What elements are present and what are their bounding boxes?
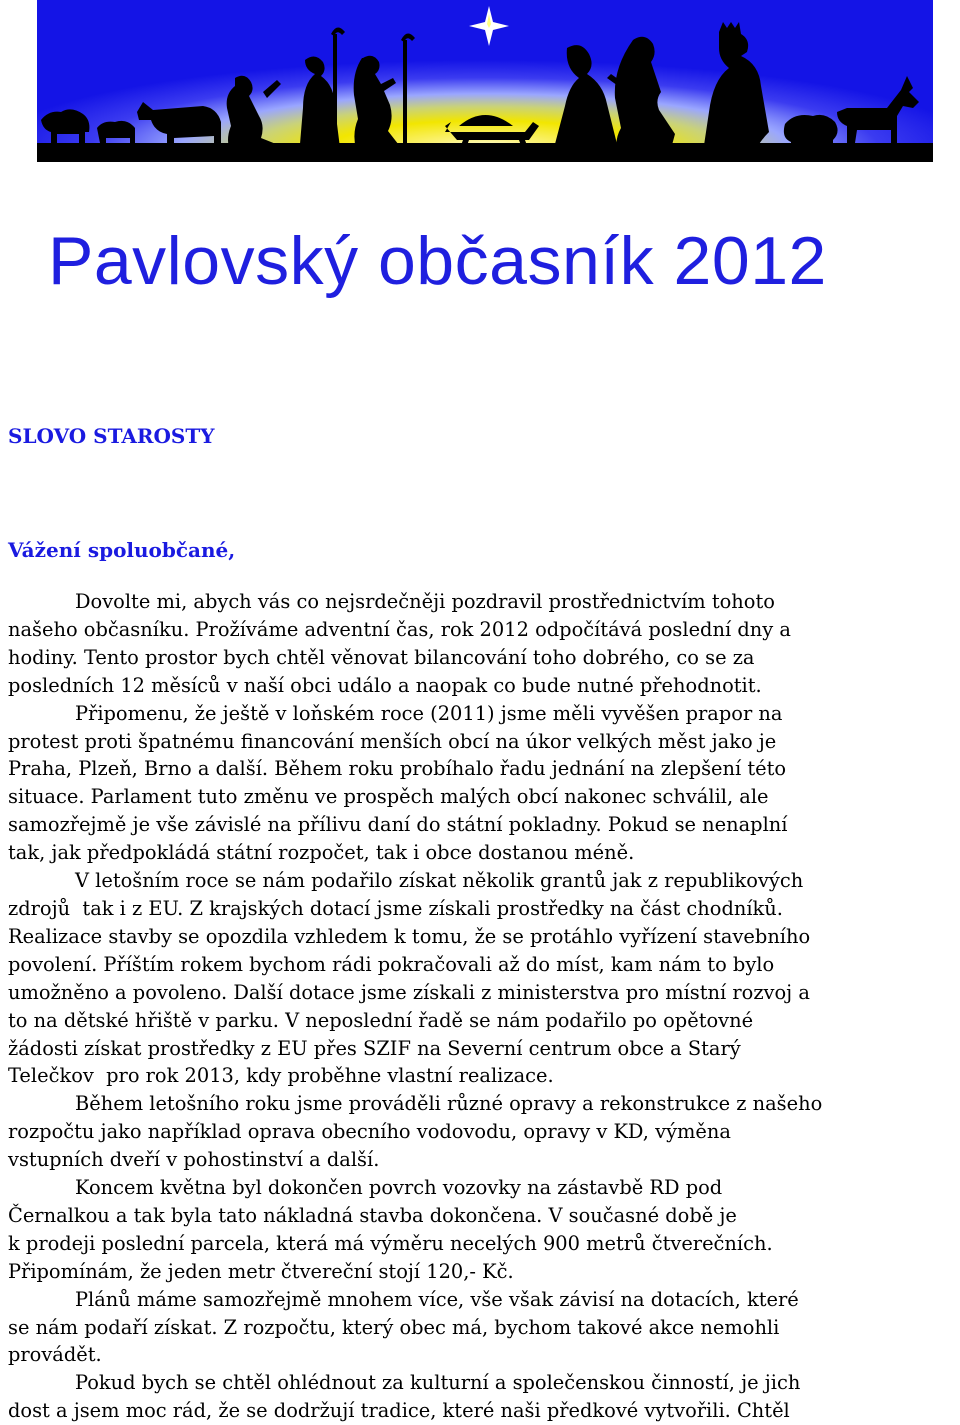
section-heading: SLOVO STAROSTY [8, 424, 215, 448]
paragraph-line: Realizace stavby se opozdila vzhledem k tomu, že se protáhlo vyřízení stavebního [8, 924, 811, 948]
paragraph-line: posledních 12 měsíců v naší obci událo a naopak co bude nutné přehodnotit. [8, 673, 762, 697]
paragraph-line: samozřejmě je vše závislé na přílivu daní do státní pokladny. Pokud se nenaplní [8, 813, 788, 837]
paragraph-line: umožněno a povoleno. Další dotace jsme získali z ministerstva pro místní rozvoj a [8, 980, 810, 1004]
paragraph-line: Během letošního roku jsme prováděli různé opravy a rekonstrukce z našeho [75, 1092, 823, 1116]
paragraph-line: rozpočtu jako například oprava obecního vodovodu, opravy v KD, výměna [8, 1120, 731, 1144]
page-title: Pavlovský občasník 2012 [48, 223, 827, 299]
paragraph-line: to na dětské hřiště v parku. V neposlední řadě se nám podařilo po opětovné [8, 1008, 754, 1032]
paragraph-line: vstupních dveří v pohostinství a další. [8, 1148, 380, 1172]
paragraph-line: dost a jsem moc rád, že se dodržují tradice, které naši předkové vytvořili. Chtěl [8, 1399, 790, 1423]
paragraph-line: se nám podaří získat. Z rozpočtu, který obec má, bychom takové akce nemohli [8, 1315, 780, 1339]
paragraph-line: protest proti špatnému financování menších obcí na úkor velkých měst jako je [8, 729, 777, 753]
paragraph-line: zdrojů tak i z EU. Z krajských dotací jsme získali prostředky na část chodníků. [8, 896, 783, 920]
paragraph-line: Praha, Plzeň, Brno a další. Během roku probíhalo řadu jednání na zlepšení této [8, 757, 787, 781]
paragraph-line: Telečkov pro rok 2013, kdy proběhne vlastní realizace. [8, 1064, 554, 1088]
paragraph-line: žádosti získat prostředky z EU přes SZIF na Severní centrum obce a Starý [8, 1036, 741, 1060]
paragraph-line: hodiny. Tento prostor bych chtěl věnovat bilancování toho dobrého, co se za [8, 645, 755, 669]
paragraph-line: našeho občasníku. Prožíváme adventní čas, rok 2012 odpočítává poslední dny a [8, 617, 791, 641]
salutation: Vážení spoluobčané, [8, 538, 236, 562]
nativity-banner [37, 0, 933, 162]
paragraph-line: V letošním roce se nám podařilo získat několik grantů jak z republikových [75, 869, 804, 893]
paragraph-line: situace. Parlament tuto změnu ve prospěch malých obcí nakonec schválil, ale [8, 785, 769, 809]
paragraph-line: Plánů máme samozřejmě mnohem více, vše však závisí na dotacích, které [75, 1287, 799, 1311]
paragraph-line: Černalkou a tak byla tato nákladná stavba dokončena. V současné době je [8, 1203, 737, 1227]
paragraph-line: k prodeji poslední parcela, která má výměru necelých 900 metrů čtverečních. [8, 1231, 773, 1255]
paragraph-line: povolení. Příštím rokem bychom rádi pokračovali až do míst, kam nám to bylo [8, 952, 775, 976]
paragraph-line: Pokud bych se chtěl ohlédnout za kulturní a společenskou činností, je jich [75, 1371, 801, 1395]
paragraph-line: Připomínám, že jeden metr čtvereční stojí 120,- Kč. [8, 1259, 514, 1283]
paragraph-line: provádět. [8, 1343, 102, 1367]
article-body [8, 588, 960, 1425]
paragraph-line: Koncem května byl dokončen povrch vozovky na zástavbě RD pod [75, 1176, 723, 1200]
paragraph-line: tak, jak předpokládá státní rozpočet, tak i obce dostanou méně. [8, 841, 635, 865]
paragraph-line: Připomenu, že ještě v loňském roce (2011) jsme měli vyvěšen prapor na [75, 701, 783, 725]
paragraph-line: Dovolte mi, abych vás co nejsrdečněji pozdravil prostřednictvím tohoto [75, 590, 775, 613]
